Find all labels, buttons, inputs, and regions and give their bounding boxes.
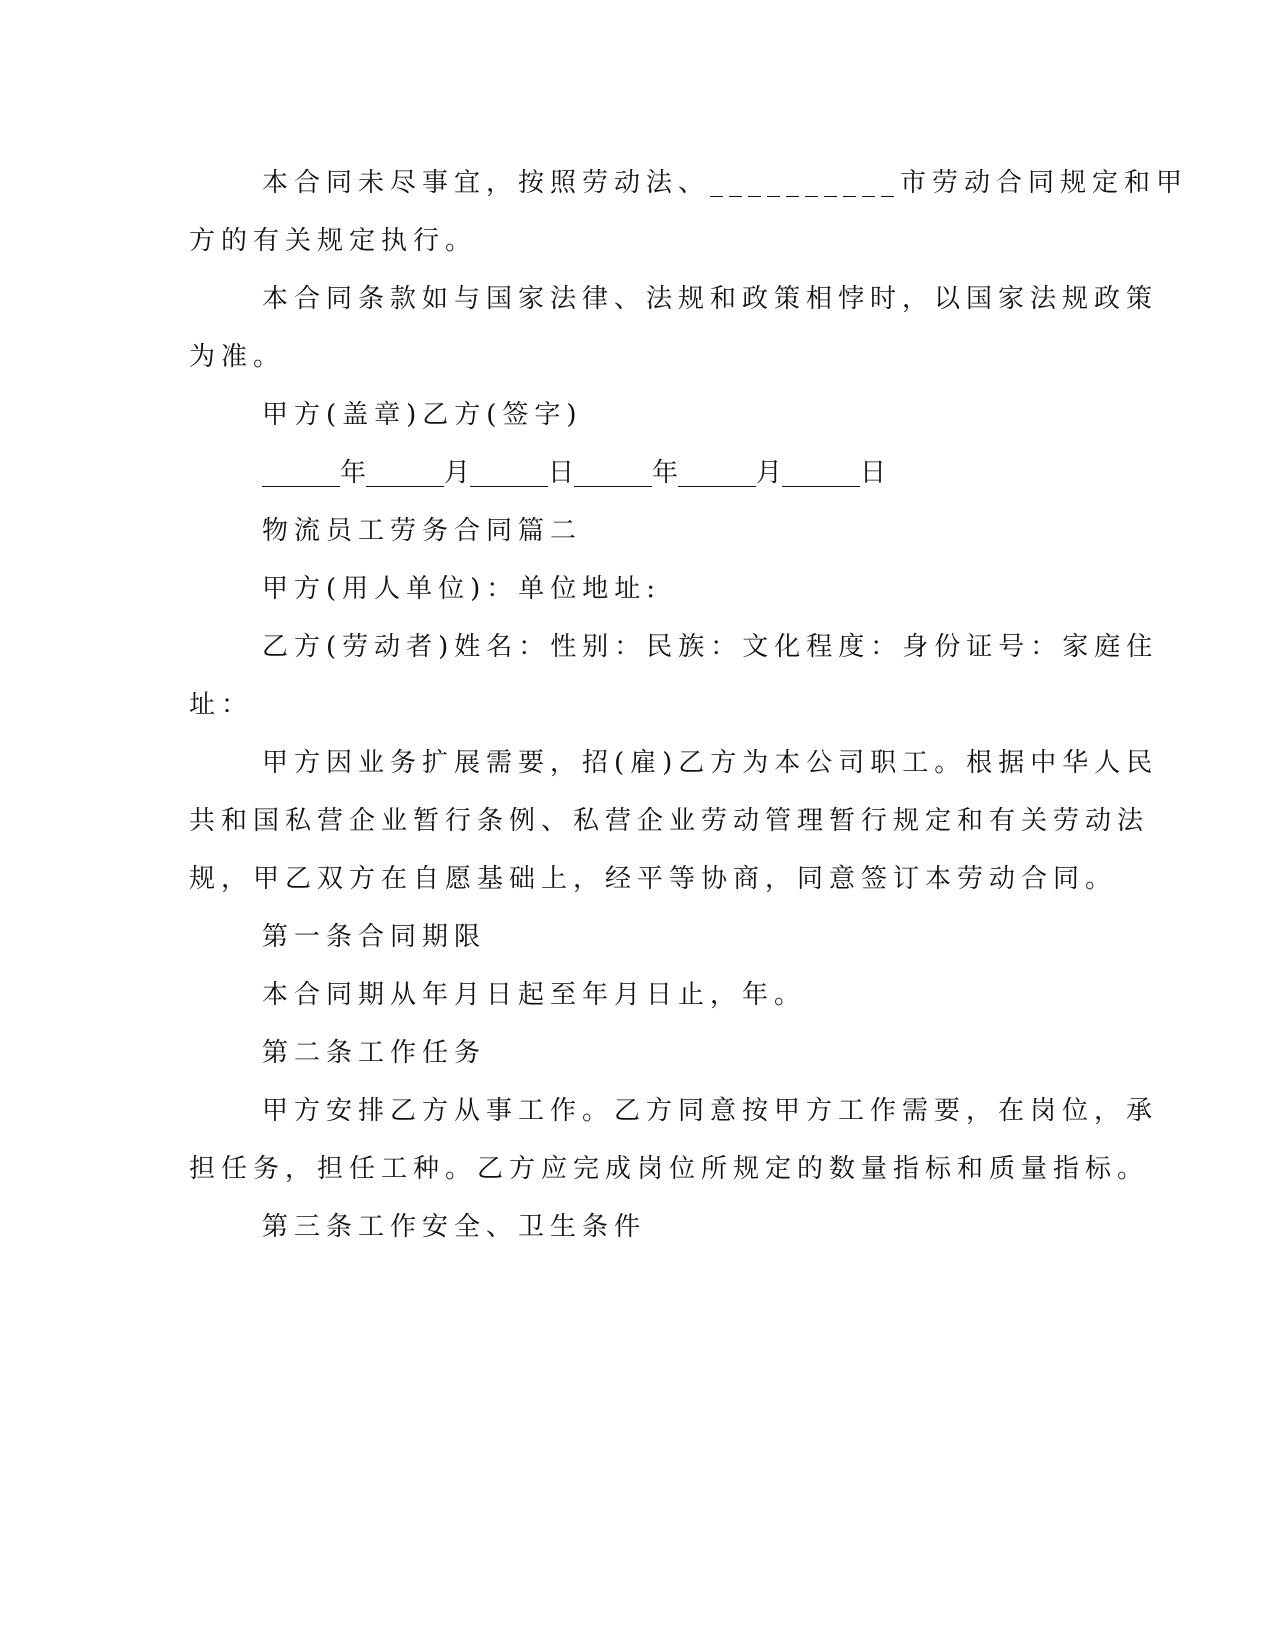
section-title: 物流员工劳务合同篇二 <box>262 516 583 546</box>
article-heading: 第三条工作安全、卫生条件 <box>262 1212 647 1242</box>
paragraph-line: 规，甲乙双方在自愿基础上，经平等协商，同意签订本劳动合同。 <box>189 864 1118 894</box>
party-b-line: 乙方(劳动者)姓名：性别：民族：文化程度：身份证号：家庭住 <box>262 632 1159 662</box>
paragraph-line: 方的有关规定执行。 <box>189 226 478 256</box>
paragraph-line: 址： <box>189 690 254 720</box>
article-heading: 第二条工作任务 <box>262 1038 487 1068</box>
paragraph-line: 甲方因业务扩展需要，招(雇)乙方为本公司职工。根据中华人民 <box>262 748 1159 778</box>
paragraph-line: 甲方安排乙方从事工作。乙方同意按甲方工作需要，在岗位，承 <box>262 1096 1159 1126</box>
date-blanks-line: ______年______月______日______年______月______日 <box>262 458 887 488</box>
signature-line: 甲方(盖章)乙方(签字) <box>262 400 583 430</box>
paragraph-line: 担任务，担任工种。乙方应完成岗位所规定的数量指标和质量指标。 <box>189 1154 1150 1184</box>
party-a-line: 甲方(用人单位)：单位地址: <box>262 574 662 604</box>
paragraph-line: 本合同条款如与国家法律、法规和政策相悖时，以国家法规政策 <box>262 284 1159 314</box>
paragraph-line: 本合同未尽事宜，按照劳动法、__________市劳动合同规定和甲 <box>262 168 1189 198</box>
paragraph-line: 共和国私营企业暂行条例、私营企业劳动管理暂行规定和有关劳动法 <box>189 806 1150 836</box>
article-heading: 第一条合同期限 <box>262 922 487 952</box>
paragraph-line: 本合同期从年月日起至年月日止，年。 <box>262 980 807 1010</box>
paragraph-line: 为准。 <box>189 342 286 372</box>
